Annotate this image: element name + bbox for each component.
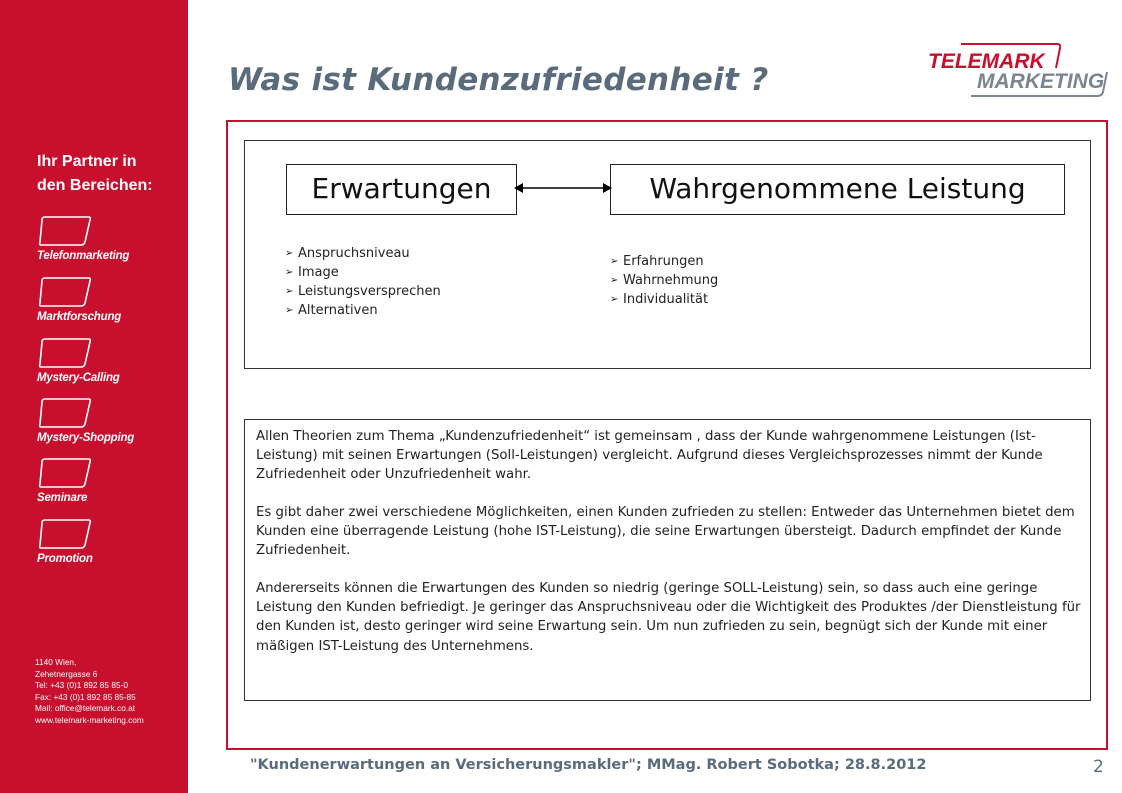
footer-text: "Kundenerwartungen an Versicherungsmakler"; MMag. Robert Sobotka; 28.8.2012 [250,757,927,773]
arrow-bullet-icon: ➢ [610,256,619,267]
sidebar-item-marktforschung [37,277,185,323]
address-line: Zehetnergasse 6 [35,668,98,679]
address-line: Fax: +43 (0)1 892 85 85-85 [35,691,136,702]
list-item: ➢ Individualität [610,292,709,307]
slide-title: Was ist Kundenzufriedenheit ? [228,62,769,98]
arrow-bullet-icon: ➢ [285,305,294,316]
sidebar-item-label: Marktforschung [37,311,122,323]
card-icon [37,216,93,246]
contact-address [35,657,185,726]
list-item: ➢ Erfahrungen [610,254,704,269]
page-number: 2 [1093,757,1104,777]
sidebar-item-mystery-calling [37,338,185,384]
sidebar-item-telefonmarketing [37,216,185,262]
arrow-bullet-icon: ➢ [285,267,294,278]
card-icon [37,277,93,307]
perceived-performance-box: Wahrgenommene Leistung [610,164,1065,215]
card-icon [37,519,93,549]
paragraph-3: Andererseits können die Erwartungen des Kunden so niedrig (geringe SOLL-Leistung) sein, so dass auch eine geringe Leistung den Kunden befriedigt. Je geringer das Anspruchsniveau oder die Wichtigkeit des Produktes /der Dienstleistung für den Kunden ist, desto geringer wird seine Erwartung sein. Um nun zufrieden zu sein, begnügt sich der Kunde mit einer mäßigen IST-Leistung des Unternehmens. [256,581,1081,654]
logo-line2: MARKETING [977,70,1105,93]
paragraph-2: Es gibt daher zwei verschiedene Möglichkeiten, einen Kunden zufrieden zu stellen: Entweder das Unternehmen bietet dem Kunden eine überragende Leistung (hohe IST-Leistung), die seine Erwartungen übersteigt. Dadurch empfindet der Kunde Zufriedenheit. [256,505,1075,559]
arrow-bullet-icon: ➢ [285,286,294,297]
card-icon [37,398,93,428]
paragraph-1: Allen Theorien zum Thema „Kundenzufriedenheit“ ist gemeinsam , dass der Kunde wahrgenommene Leistungen (Ist-Leistung) mit seinen Erwartungen (Soll-Leistungen) vergleicht. Aufgrund dieses Vergleichsprozesses nimmt der Kunde Zufriedenheit oder Unzufriedenheit wahr. [256,429,1043,483]
telemark-marketing-logo [925,42,1110,100]
sidebar-item-mystery-shopping [37,398,185,444]
expectations-box: Erwartungen [286,164,517,215]
address-line: 1140 Wien, [35,657,77,667]
perception-list [610,252,718,309]
list-item: ➢ Image [285,265,339,280]
arrow-bullet-icon: ➢ [610,294,619,305]
sidebar-item-label: Seminare [37,492,88,504]
list-item: ➢ Alternativen [285,303,378,318]
sidebar [0,0,188,793]
address-line: www.telemark-marketing.com [35,714,144,725]
address-line: Tel: +43 (0)1 892 85 85-0 [35,680,128,690]
card-icon [37,458,93,488]
address-line: Mail: office@telemark.co.at [35,703,136,713]
sidebar-item-label: Telefonmarketing [37,250,130,262]
sidebar-item-label: Mystery-Shopping [37,432,135,444]
arrow-bullet-icon: ➢ [285,248,294,259]
sidebar-heading: Ihr Partner in den Bereichen: [37,153,153,194]
expectations-list [285,244,441,320]
logo-line1: TELEMARK [928,50,1045,73]
arrow-bullet-icon: ➢ [610,275,619,286]
sidebar-item-seminare [37,458,185,504]
card-icon [37,338,93,368]
list-item: ➢ Leistungsversprechen [285,284,441,299]
sidebar-item-label: Promotion [37,553,93,565]
double-arrow-icon [514,178,612,198]
sidebar-item-label: Mystery-Calling [37,372,120,384]
list-item: ➢ Wahrnehmung [610,273,719,288]
list-item: ➢ Anspruchsniveau [285,246,410,261]
sidebar-item-promotion [37,519,185,565]
